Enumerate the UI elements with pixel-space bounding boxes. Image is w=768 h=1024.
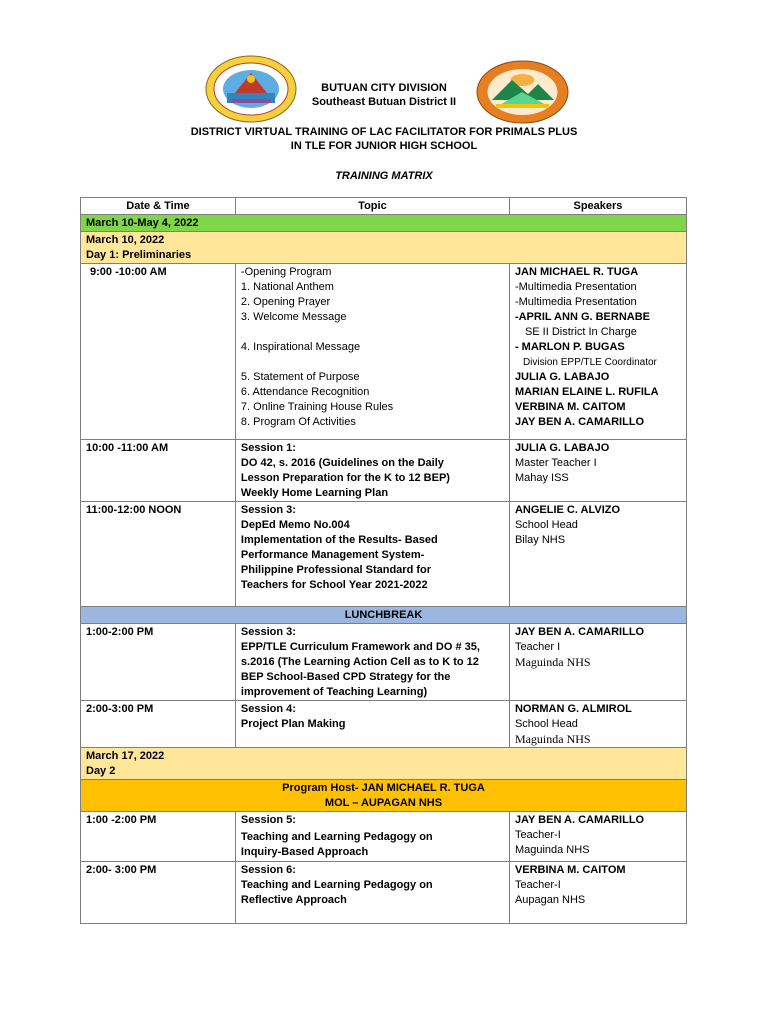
- date-range-row: [81, 215, 687, 232]
- column-header-date-time: Date & Time: [81, 198, 236, 215]
- list-item: 7. Online Training House Rules: [240, 401, 394, 413]
- session4-topic: Session 4: Project Plan Making: [235, 701, 509, 748]
- opening-topics: [235, 264, 509, 440]
- table-row: [81, 701, 687, 748]
- list-item: - MARLON P. BUGAS: [514, 341, 625, 353]
- column-header-speakers: Speakers: [509, 198, 686, 215]
- session5-speaker: JAY BEN A. CAMARILLO Teacher-I Maguinda NHS: [509, 812, 686, 862]
- list-item: 4. Inspirational Message: [240, 341, 361, 353]
- day2-date: March 17, 2022: [86, 750, 165, 762]
- table-row: [81, 440, 687, 502]
- program-host-mol: MOL – AUPAGAN NHS: [324, 797, 443, 809]
- lunch-row: [81, 607, 687, 624]
- district-name: Southeast Butuan District II: [311, 96, 457, 108]
- day1-label: Day 1: Preliminaries: [86, 249, 192, 261]
- training-title-line2: IN TLE FOR JUNIOR HIGH SCHOOL: [290, 140, 478, 152]
- training-matrix-table: [80, 197, 687, 924]
- session1-time: 10:00 -11:00 AM: [81, 440, 236, 502]
- list-item: -APRIL ANN G. BERNABE: [514, 311, 650, 323]
- column-header-topic: Topic: [235, 198, 509, 215]
- opening-speakers: [509, 264, 686, 440]
- table-header-row: [81, 198, 687, 215]
- day1-date: March 10, 2022: [86, 234, 165, 246]
- session3a-speaker: ANGELIE C. ALVIZO School Head Bilay NHS: [509, 502, 686, 607]
- program-host-name: Program Host- JAN MICHAEL R. TUGA: [282, 782, 485, 794]
- list-item: VERBINA M. CAITOM: [514, 401, 626, 413]
- list-item: 2. Opening Prayer: [240, 296, 331, 308]
- session3b-time: 1:00-2:00 PM: [81, 624, 236, 701]
- list-item: 8. Program Of Activities: [240, 416, 356, 428]
- list-item: -Multimedia Presentation: [514, 296, 637, 308]
- list-item: -Opening Program: [240, 266, 332, 278]
- table-row: [81, 264, 687, 440]
- opening-time: 9:00 -10:00 AM: [81, 264, 236, 440]
- day2-heading: [81, 748, 687, 780]
- lunchbreak-label: LUNCHBREAK: [81, 607, 687, 624]
- program-host-row: [81, 780, 687, 812]
- session4-time: 2:00-3:00 PM: [81, 701, 236, 748]
- table-row: [81, 862, 687, 924]
- session6-time: 2:00- 3:00 PM: [81, 862, 236, 924]
- session3b-topic: Session 3: EPP/TLE Curriculum Framework and DO # 35, s.2016 (The Learning Action Cell as to K to 12 BEP School-Based CPD Strategy for the improvement of Teaching Learning): [235, 624, 509, 701]
- day1-row: [81, 232, 687, 264]
- session4-speaker: NORMAN G. ALMIROL School Head Maguinda NHS: [509, 701, 686, 748]
- list-item: 3. Welcome Message: [240, 311, 347, 323]
- session3a-topic: Session 3: DepEd Memo No.004 Implementation of the Results- Based Performance Management System- Philippine Professional Standard for Teachers for School Year 2021-2022: [235, 502, 509, 607]
- table-row: [81, 812, 687, 862]
- session3b-speaker: JAY BEN A. CAMARILLO Teacher I Maguinda NHS: [509, 624, 686, 701]
- table-row: [81, 624, 687, 701]
- list-item: 5. Statement of Purpose: [240, 371, 360, 383]
- list-item: SE II District In Charge: [524, 326, 637, 338]
- session5-topic: Session 5: Teaching and Learning Pedagogy on Inquiry-Based Approach: [235, 812, 509, 862]
- list-item: JULIA G. LABAJO: [514, 371, 610, 383]
- list-item: 1. National Anthem: [240, 281, 334, 293]
- session3a-time: 11:00-12:00 NOON: [81, 502, 236, 607]
- day1-heading: [81, 232, 687, 264]
- session6-speaker: VERBINA M. CAITOM Teacher-I Aupagan NHS: [509, 862, 686, 924]
- day2-label: Day 2: [86, 765, 116, 777]
- document-header: [0, 0, 768, 200]
- division-name: BUTUAN CITY DIVISION: [321, 82, 447, 94]
- session1-topic: Session 1: DO 42, s. 2016 (Guidelines on the Daily Lesson Preparation for the K to 12 BEP) Weekly Home Learning Plan: [235, 440, 509, 502]
- list-item: -Multimedia Presentation: [514, 281, 637, 293]
- day2-row: [81, 748, 687, 780]
- list-item: MARIAN ELAINE L. RUFILA: [514, 386, 659, 398]
- list-item: JAY BEN A. CAMARILLO: [514, 416, 645, 428]
- list-item: Division EPP/TLE Coordinator: [522, 357, 657, 368]
- list-item: 6. Attendance Recognition: [240, 386, 370, 398]
- session1-speaker: JULIA G. LABAJO Master Teacher I Mahay ISS: [509, 440, 686, 502]
- session5-time: 1:00 -2:00 PM: [81, 812, 236, 862]
- training-matrix-subtitle: TRAINING MATRIX: [335, 170, 433, 182]
- date-range: March 10-May 4, 2022: [81, 215, 687, 232]
- session6-topic: Session 6: Teaching and Learning Pedagogy on Reflective Approach: [235, 862, 509, 924]
- list-item: JAN MICHAEL R. TUGA: [514, 266, 639, 278]
- program-host: [81, 780, 687, 812]
- table-row: [81, 502, 687, 607]
- training-title-line1: DISTRICT VIRTUAL TRAINING OF LAC FACILITATOR FOR PRIMALS PLUS: [190, 126, 578, 138]
